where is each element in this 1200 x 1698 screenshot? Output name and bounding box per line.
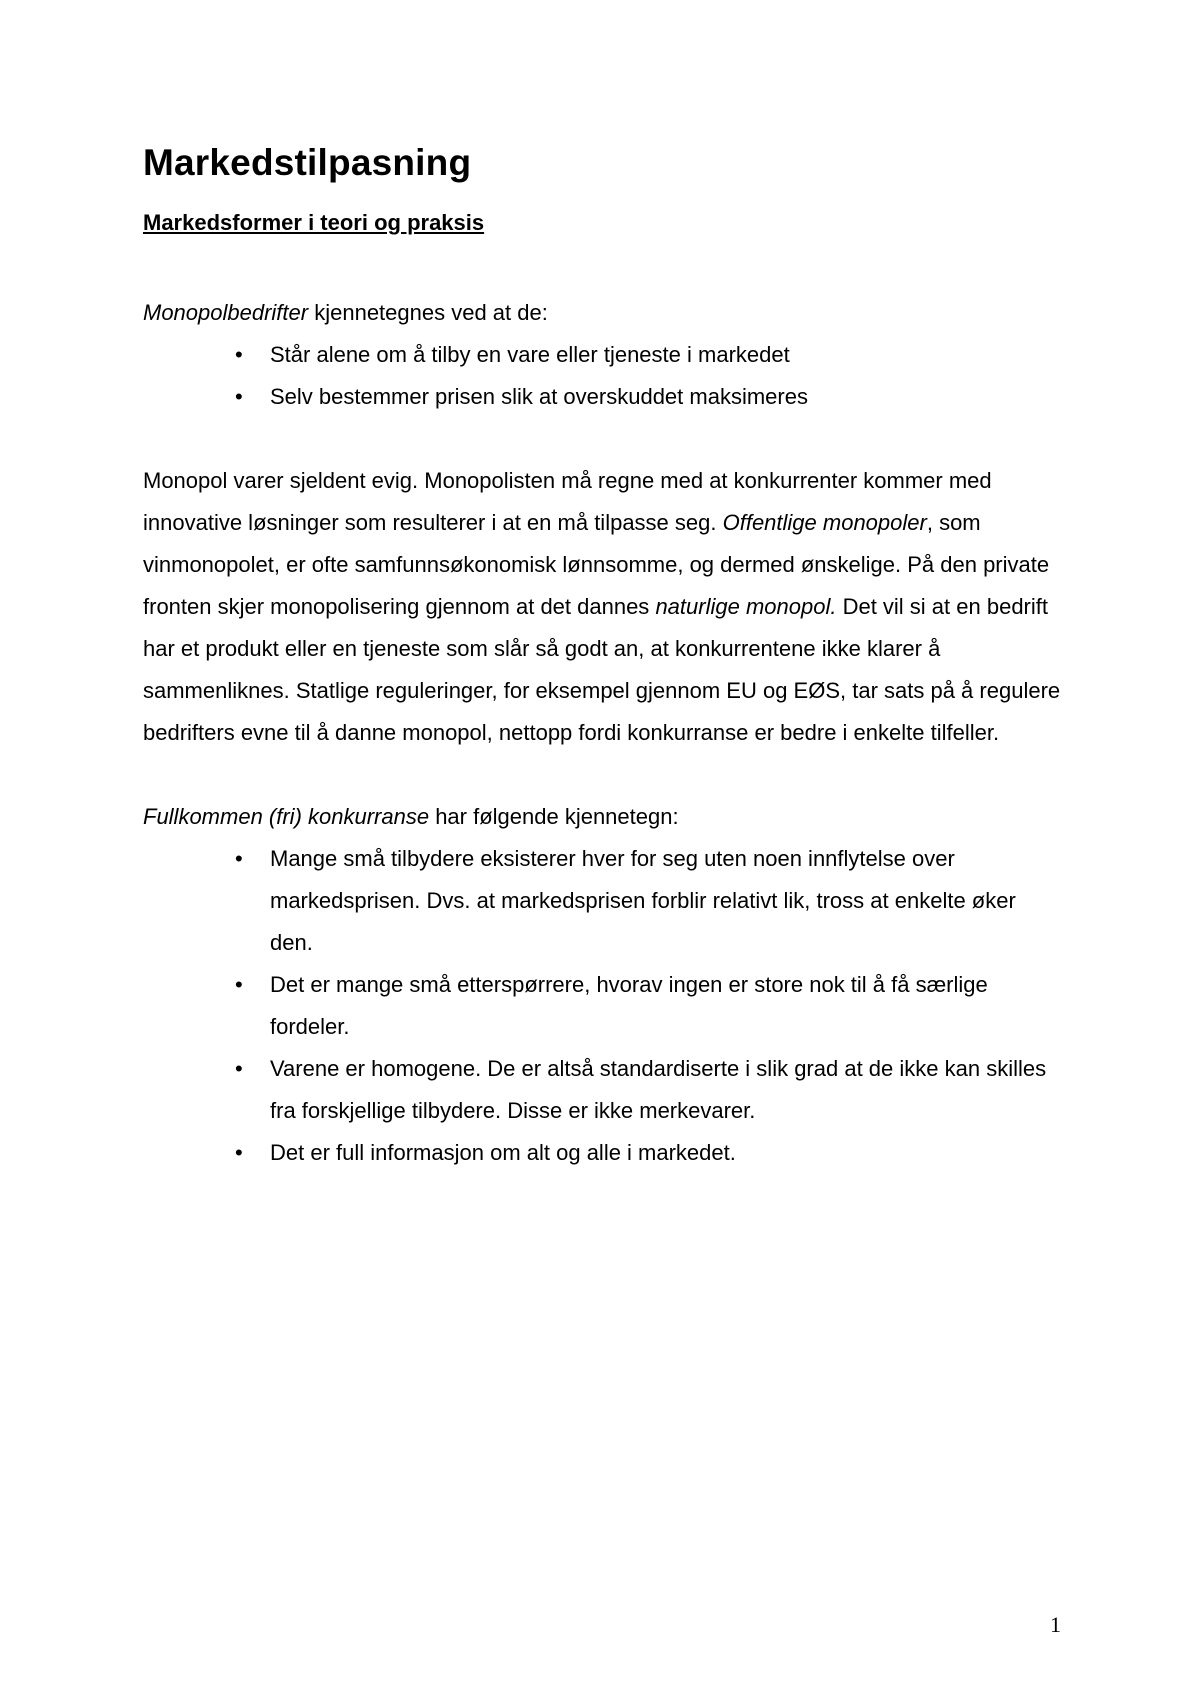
bullet-icon: • xyxy=(235,1056,243,1081)
page-number: 1 xyxy=(1050,1612,1061,1637)
paragraph-text: , som vinmonopolet, er ofte samfunnsøkonomisk lønnsomme, og dermed ønskelige. På den private fronten skjer monopolisering gjennom at det dannes xyxy=(143,510,1050,619)
list-item xyxy=(143,1048,1063,1132)
competition-intro-term: Fullkommen (fri) konkurranse xyxy=(143,804,430,829)
competition-intro-text: har følgende kjennetegn: xyxy=(429,804,679,829)
competition-intro xyxy=(143,796,1063,838)
list-item xyxy=(143,838,1063,964)
list-item-text: Mange små tilbydere eksisterer hver for seg uten noen innflytelse over markedsprisen. Dvs. at markedsprisen forblir relativt lik, tross at enkelte øker den. xyxy=(270,846,1016,955)
paragraph-spacer xyxy=(143,418,1063,460)
document-title: Markedstilpasning xyxy=(143,142,472,183)
bullet-icon: • xyxy=(235,846,243,871)
list-item-text: Varene er homogene. De er altså standardiserte i slik grad at de ikke kan skilles fra forskjellige tilbydere. Disse er ikke merkevarer. xyxy=(270,1056,1047,1123)
paragraph-spacer xyxy=(143,754,1063,796)
list-item xyxy=(143,334,1063,376)
list-item xyxy=(143,1132,1063,1174)
section-subtitle: Markedsformer i teori og praksis xyxy=(143,210,485,235)
list-item-text: Det er mange små etterspørrere, hvorav ingen er store nok til å få særlige fordeler. xyxy=(270,972,988,1039)
bullet-icon: • xyxy=(235,342,243,367)
paragraph-text: Det vil si at en bedrift har et produkt eller en tjeneste som slår så godt an, at konkurrentene ikke klarer å sammenliknes. Statlige reguleringer, for eksempel gjennom EU og EØS, tar sats på å regulere bedrifters evne til å danne monopol, nettopp fordi konkurranse er bedre i enkelte tilfeller. xyxy=(143,594,1061,745)
competition-bullet-list xyxy=(143,838,1063,1174)
list-item xyxy=(143,376,1063,418)
monopoly-paragraph xyxy=(143,460,1063,754)
list-item xyxy=(143,964,1063,1048)
document-body xyxy=(143,140,1063,1174)
bullet-icon: • xyxy=(235,1140,243,1165)
bullet-icon: • xyxy=(235,972,243,997)
monopoly-intro-term: Monopolbedrifter xyxy=(143,300,309,325)
list-item-text: Det er full informasjon om alt og alle i markedet. xyxy=(270,1140,736,1165)
paragraph-text: Monopol varer sjeldent evig. Monopolisten må regne med at konkurrenter kommer med innovative løsninger som resulterer i at en må tilpasse seg. xyxy=(143,468,992,535)
list-item-text: Står alene om å tilby en vare eller tjeneste i markedet xyxy=(270,342,790,367)
monopoly-intro-text: kjennetegnes ved at de: xyxy=(308,300,548,325)
list-item-text: Selv bestemmer prisen slik at overskuddet maksimeres xyxy=(270,384,808,409)
bullet-icon: • xyxy=(235,384,243,409)
monopoly-bullet-list xyxy=(143,334,1063,418)
paragraph-term: Offentlige monopoler xyxy=(722,510,927,535)
paragraph-term: naturlige monopol. xyxy=(655,594,837,619)
monopoly-intro xyxy=(143,292,1063,334)
